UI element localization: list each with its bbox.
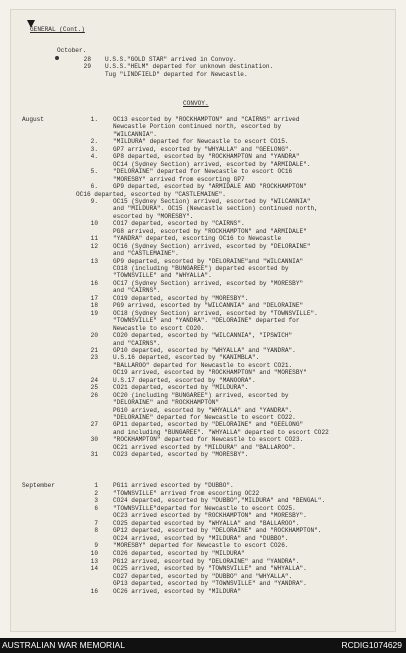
august-entry-row (11, 168, 396, 175)
september-entry-row (11, 527, 396, 534)
august-entry-text: OC19 arrived, escorted by "ROCKHAMPTON" and "MORESBY" (113, 369, 307, 377)
september-entry-day: 8 (94, 527, 98, 535)
general-entry-text: Tug "LINDFIELD" departed for Newcastle. (105, 70, 248, 78)
august-entry-text: GP11 departed, escorted by "DELORAINE" and "GEELONG" (113, 421, 304, 429)
august-entry-row (11, 205, 396, 212)
august-entry-day: 17 (90, 294, 98, 302)
august-entry-row (11, 295, 396, 302)
september-entry-text: OC23 arrived escorted by "ROCKHAMPTON" and "MORESBY". (113, 512, 307, 520)
general-entry-row (11, 56, 396, 63)
august-entry-text: "BALLAROO" departed for Newcastle to escort CO21. (113, 361, 293, 369)
august-entry-row (11, 176, 396, 183)
august-entry-text: OC20 (including "BUNGAREE") arrived, escorted by (113, 391, 289, 399)
august-entry-text: OC15 (Sydney Section) arrived, escorted by "WILCANNIA" (113, 197, 311, 205)
august-entry-day: 6. (90, 183, 98, 191)
august-entry-row (11, 429, 396, 436)
month-september: September (22, 482, 55, 489)
august-entry-text: "TOWNSVILLE" and "YANDRA". "DELORAINE" departed for (113, 317, 300, 325)
august-entry-day: 23 (90, 354, 98, 362)
august-entry-text: OC21 arrived escorted by "MILDURA" and "BALLAROO". (113, 443, 296, 451)
september-entry-row (11, 505, 396, 512)
august-entry-text: CO18 (including "BUNGAREE") departed escorted by (113, 265, 289, 272)
august-entry-day: 19 (90, 309, 98, 317)
footer-id: RCDIG1074629 (341, 640, 402, 650)
august-entry-text: GP8 departed, escorted by "ROCKHAMPTON and "YANDRA" (113, 153, 300, 161)
august-entry-row (11, 451, 396, 458)
august-entry-day: 25 (90, 384, 98, 392)
august-entry-text: "TOWNSVILLE" and "WHYALLA". (113, 272, 212, 280)
august-entry-row (11, 265, 396, 272)
archive-footer (0, 638, 406, 653)
august-entry-day: 5. (90, 168, 98, 176)
august-entry-text: OC16 (Sydney Section) arrived, escorted by "DELORAINE" (113, 242, 311, 250)
september-entry-text: CO24 departed, escorted by "DUBBO","MILDURA" and "BENGAL". (113, 497, 326, 505)
august-entry-day: 12 (90, 242, 98, 250)
august-entry-row (11, 421, 396, 428)
august-entry-text: CO19 departed, escorted by "MORESBY". (113, 294, 249, 302)
august-entry-day: 2. (90, 138, 98, 146)
september-entry-day: 16 (90, 587, 98, 595)
section-heading-general: GENERAL (Cont.) (30, 26, 85, 33)
august-entry-text: and "MILDURA". OC15 (Newcastle section) continued north, (113, 205, 318, 213)
august-entry-text: escorted by "MORESBY". (113, 212, 194, 220)
august-entry-text: and "CASTLEMAINE". (113, 250, 179, 258)
august-entry-row (11, 377, 396, 384)
general-entry-text: U.S.S."GOLD STAR" arrived in Convoy. (105, 56, 237, 63)
september-entry-row (11, 520, 396, 527)
august-entry-day: 26 (90, 391, 98, 399)
august-entry-row (11, 310, 396, 317)
september-entry-text: "TOWNSVILLE"departed for Newcastle to escort CO25. (113, 504, 296, 512)
september-entry-day: 2 (94, 489, 98, 497)
september-entry-day: 9 (94, 542, 98, 550)
august-entry-day: 9. (90, 197, 98, 205)
general-entry-day: 28 (83, 56, 91, 63)
august-entry-row (11, 138, 396, 145)
august-entry-text: OC18 (Sydney Section) arrived, escorted by "TOWNSVILLE". (113, 309, 318, 317)
august-entry-row (11, 235, 396, 242)
general-entry-text: U.S.S."HELM" departed for unknown destination. (105, 63, 274, 71)
august-entry-row (11, 213, 396, 220)
footer-source: AUSTRALIAN WAR MEMORIAL (2, 640, 125, 650)
august-entry-text: "YANDRA" departed, escorting OC16 to Newcastle (113, 235, 282, 243)
august-entry-text: OC17 (Sydney Section) arrived, escorted by "MORESBY" (113, 279, 304, 287)
august-entry-row (11, 362, 396, 369)
august-entry-day: 16 (90, 279, 98, 287)
convoy-title: CONVOY. (183, 100, 209, 107)
september-entry-text: CO27 departed, escorted by "DUBBO" and "WHYALLA". (113, 572, 293, 580)
august-entry-row (11, 228, 396, 235)
september-entry-row (11, 580, 396, 587)
august-entry-day: 13 (90, 257, 98, 265)
august-entry-day: 20 (90, 332, 98, 340)
august-entry-text: "MILDURA" departed for Newcastle to escort CO15. (113, 138, 289, 146)
september-entry-row (11, 573, 396, 580)
august-entry-row (11, 153, 396, 160)
august-entry-row (11, 399, 396, 406)
august-entry-row (11, 332, 396, 339)
august-entry-row (11, 116, 396, 123)
august-entry-row (11, 384, 396, 391)
august-entry-row (11, 444, 396, 451)
august-entry-row (11, 191, 396, 198)
september-entry-day: 6 (94, 504, 98, 512)
august-entry-row (11, 407, 396, 414)
september-entry-text: "TOWNSVILLE" arrived from escorting OC22 (113, 489, 260, 497)
september-entry-row (11, 558, 396, 565)
august-entry-text: and "CAIRNS". (113, 287, 161, 295)
august-entry-text: and "CAIRNS". (113, 339, 161, 347)
august-entry-row (11, 369, 396, 376)
september-entry-row (11, 490, 396, 497)
september-entry-day: 3 (94, 497, 98, 505)
august-entry-row (11, 272, 396, 279)
month-august: August (22, 116, 44, 123)
august-entry-text: GP10 departed, escorted by "WHYALLA" and "YANDRA". (113, 346, 296, 354)
august-entry-row (11, 414, 396, 421)
august-entry-day: 24 (90, 376, 98, 384)
august-entry-day: 18 (90, 302, 98, 310)
august-entry-text: "DELORAINE" and "ROCKHAMPTON" (113, 399, 220, 407)
august-entry-day: 10 (90, 220, 98, 228)
august-entry-row (11, 258, 396, 265)
general-entry-row (11, 63, 396, 70)
august-entry-text: U.S.17 departed, escorted by "MANOORA". (113, 376, 256, 384)
august-entry-day: 30 (90, 436, 98, 444)
september-entry-text: PG12 arrived, escorted by "DELORAINE" and "YANDRA". (113, 557, 300, 565)
august-entry-text: OC14 (Sydney Section) arrived, escorted by "ARMIDALE". (113, 160, 311, 168)
august-entry-day: 3. (90, 145, 98, 153)
august-entry-text: "WILCANNIA". (113, 130, 157, 138)
september-entry-day: 7 (94, 519, 98, 527)
september-entry-row (11, 565, 396, 572)
august-entry-day: 27 (90, 421, 98, 429)
august-entry-text: "DELORAINE" departed for Newcastle to escort OC16 (113, 168, 293, 176)
august-entry-text: "MORESBY" arrived from escorting GP7 (113, 175, 245, 183)
september-entry-text: CO26 departed, escorted by "MILDURA" (113, 549, 245, 557)
august-entry-row (11, 146, 396, 153)
september-entry-row (11, 482, 396, 489)
august-entry-row (11, 347, 396, 354)
august-entry-row (11, 436, 396, 443)
august-entry-row (11, 198, 396, 205)
august-entry-text: CO23 departed, escorted by "MORESBY". (113, 451, 249, 459)
document-page (10, 9, 396, 632)
august-entry-text: PG10 arrived, escorted by "WHYALLA" and "YANDRA". (113, 406, 293, 414)
august-entry-row (11, 161, 396, 168)
august-entry-day: 11 (90, 235, 98, 243)
september-entry-text: CO25 departed escorted by "WHYALLA" and "BALLAROO". (113, 519, 300, 527)
august-entry-text: CO17 departed, escorted by "CAIRNS". (113, 220, 245, 228)
august-entry-text: PG8 arrived, escorted by "ROCKHAMPTON" and "ARMIDALE" (113, 227, 307, 235)
september-entry-day: 14 (90, 565, 98, 573)
september-entry-text: PG11 arrived escorted by "DUBBO". (113, 482, 234, 489)
august-entry-row (11, 280, 396, 287)
august-entry-text: Newcastle to escort CO20. (113, 324, 205, 332)
general-entry-day: 29 (83, 63, 91, 71)
august-entry-row (11, 243, 396, 250)
august-entry-text: U.S.16 departed, escorted by "KANIMBLA". (113, 354, 260, 362)
august-entry-row (11, 220, 396, 227)
september-entry-text: GP12 departed, escorted by "DELORAINE" and "ROCKHAMPTON". (113, 527, 322, 535)
september-entry-text: OC24 arrived, escorted by "MILDURA" and "DUBBO". (113, 534, 289, 542)
august-entry-text: "DELORAINE" departed for Newcastle to escort CO22. (113, 414, 296, 421)
august-entry-text: OC16 departed, escorted by "CASTLEMAINE". (76, 190, 226, 198)
august-entry-text: OC13 escorted by "ROCKHAMPTON" and "CAIRNS" arrived (113, 116, 300, 123)
august-entry-text: "ROCKHAMPTON" departed for Newcastle to escort CO23. (113, 436, 304, 444)
august-entry-text: CO20 departed, escorted by "WILCANNIA", "IPSWICH" (113, 332, 293, 340)
august-entry-row (11, 354, 396, 361)
august-entry-day: 21 (90, 346, 98, 354)
august-entry-row (11, 287, 396, 294)
september-entry-row (11, 535, 396, 542)
august-entry-day: 31 (90, 451, 98, 459)
september-entry-text: GP13 departed, escorted by "TOWNSVILLE" and "YANDRA". (113, 580, 307, 588)
september-entry-text: "MORESBY" departed for Newcastle to escort CO26. (113, 542, 289, 550)
august-entry-row (11, 392, 396, 399)
september-entry-row (11, 497, 396, 504)
august-entry-text: and including "BUNGAREE". "WHYALLA" departed to escort CO22 (113, 428, 329, 436)
august-entry-text: GP7 arrived, escorted by "WHYALLA" and "GEELONG". (113, 145, 293, 153)
august-entry-row (11, 302, 396, 309)
august-entry-text: GP9 departed, escorted by "ARMIDALE AND "ROCKHAMPTON" (113, 183, 307, 191)
september-entry-row (11, 542, 396, 549)
september-entry-day: 13 (90, 557, 98, 565)
august-entry-text: Newcastle Portion continued north, escorted by (113, 123, 282, 131)
august-entry-text: PG9 arrived, escorted by "WILCANNIA" and "DELORAINE" (113, 302, 304, 310)
august-entry-row (11, 123, 396, 130)
august-entry-row (11, 317, 396, 324)
september-entry-day: 10 (90, 549, 98, 557)
september-entry-day: 1 (94, 482, 98, 489)
september-entry-row (11, 588, 396, 595)
august-entry-text: GP9 departed, escorted by "DELORAINE"and "WILCANNIA" (113, 257, 304, 265)
month-october: October. (57, 47, 87, 54)
september-entry-text: OC26 arrived, escorted by "MILDURA" (113, 587, 241, 595)
september-entry-text: OC25 arrived, escorted by "TOWNSVILLE" and "WHYALLA". (113, 565, 307, 573)
august-entry-row (11, 183, 396, 190)
august-entry-day: 1. (90, 116, 98, 123)
august-entry-row (11, 250, 396, 257)
august-entry-day: 4. (90, 153, 98, 161)
august-entry-row (11, 131, 396, 138)
september-entry-row (11, 512, 396, 519)
august-entry-row (11, 325, 396, 332)
general-entry-row (11, 71, 396, 78)
september-entry-row (11, 550, 396, 557)
august-entry-row (11, 340, 396, 347)
august-entry-text: CO21 departed, escorted by "MILDURA". (113, 384, 249, 392)
